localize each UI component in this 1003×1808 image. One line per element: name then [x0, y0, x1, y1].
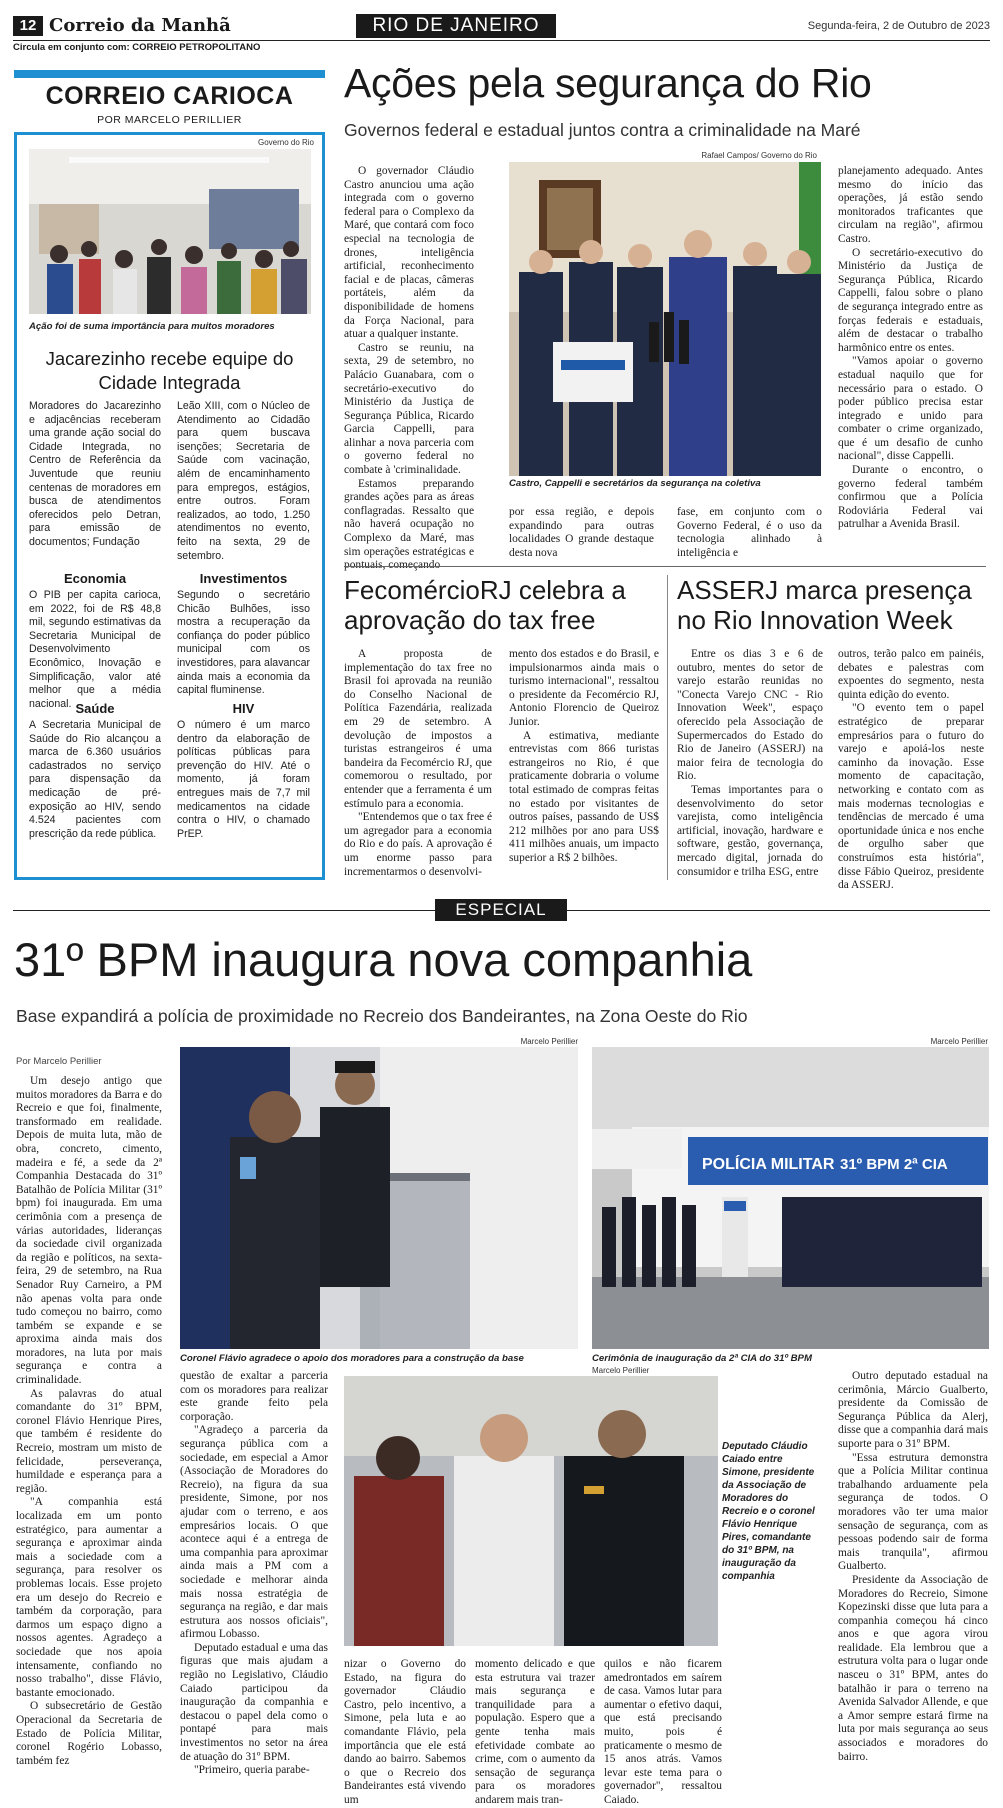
especial-col-3: nizar o Governo do Estado, na figura do governador Cláudio Castro, pelo incentivo, a Simone, pela luta e ao comandante Flávio, pela importância que ele está dando ao bairro. Sabemos o que o Recreio dos Bandeirantes está vivendo um	[344, 1658, 466, 1806]
especial-byline: Por Marcelo Perillier	[16, 1056, 102, 1067]
especial-col-4: momento delicado e que esta estrutura vai trazer mais segurança e tranquilidade para a população. Espero que a gente tenha mais efetividade combate ao crime, com o aumento da sensação de segurança para os moradores andarem mais tran-	[475, 1658, 595, 1806]
especial-col-1-p4: O subsecretário de Gestão Operacional da Secretaria de Estado de Polícia Militar, coronel Rogério Lobasso, também fez	[16, 1700, 162, 1767]
especial-col-2-p4: "Primeiro, queria parabe-	[194, 1764, 310, 1777]
photo3-caption-box	[722, 1440, 824, 1583]
issue-date: Segunda-feira, 2 de Outubro de 2023	[807, 20, 990, 32]
lead-col-2: por essa região, e depois expandindo para outras localidades O grande destaque desta nova	[509, 506, 654, 559]
column-title: CORREIO CARIOCA	[45, 82, 294, 110]
fecomercio-col-1	[344, 648, 492, 879]
especial-col-2-p2: "Agradeço a parceria da segurança pública com a sociedade, em especial a Amor (Associação de Moradores do Recreio), na figura da sua presidente, Simone, por nos ajudar com o terreno, e aos empresários locais. O que acontece aqui é a entrega de uma companhia para aproximar ainda mais a PM com a sociedade e melhorar ainda mais nossa estratégia de segurança na região, e dar mais estrutura aos nossos oficiais", afirmou Lobasso.	[180, 1424, 328, 1641]
fecomercio-headline: FecomércioRJ celebra a aprovação do tax free	[344, 575, 626, 635]
lead-col-4-p3: "Vamos apoiar o governo estadual naquilo que for necessário para o estado. O poder público precisa estar integrado e unido para combater o crime organizado, que é um desafio de cunho nacional", disse Cappelli.	[838, 355, 983, 463]
especial-col-5: quilos e não ficarem amedrontados em saírem de casa. Vamos lutar para aumentar o efetivo daqui, que está precisando muito, pois é praticamente o mesmo de 15 anos atrás. Vamos levar este tema para o governador", ressaltou Caiado.	[604, 1658, 722, 1806]
note-hiv-text: O número é um marco dentro da elaboração de políticas públicas para prevenção do HIV. Até o momento, já foram entregues mais de 7,7 mil medicamentos na cidade contra o HIV, o chamado PrEP.	[177, 719, 310, 840]
column-top-bar	[14, 70, 325, 78]
asserj-col-2-p2: "O evento tem o papel estratégico de preparar empresários para o futuro do varejo e apoiá-los neste caminho da inovação. Esse momento de capacitação, networking e contato com as mais modernas tecnologias e tendências de mercado é uma oportunidade única e nos enche de orgulho saber que construímos esta história", disse Fábio Queiroz, presidente da ASSERJ.	[838, 702, 984, 892]
lead-col-1-p1: O governador Cláudio Castro anunciou uma ação integrada com o governo federal para o Complexo da Maré, que contará com foco especial na tecnologia de drones, inteligência artificial, reconhecimento facial e de placas, câmeras portáteis, além da disponibilidade de homens da Força Nacional, para atuar a qualquer instante.	[344, 165, 474, 341]
especial-col-6-p1: Outro deputado estadual na cerimônia, Márcio Gualberto, presidente da Comissão de Segurança Pública da Alerj, disse que a companhia dará mais suporte para o 31º BPM.	[838, 1370, 988, 1450]
crowd-photo-illustration	[29, 149, 311, 314]
especial-col-2-p1: questão de exaltar a parceria com os moradores para realizar este grande feito pela corporação.	[180, 1370, 328, 1423]
column-photo-credit: Governo do Rio	[257, 138, 314, 147]
press-conference-illustration	[509, 162, 821, 476]
note-economia-text: O PIB per capita carioca, em 2022, foi de R$ 48,8 mil, segundo estimativas da Secretaria Municipal de Desenvolvimento Econômico, Inovação e Simplificação, valor até melhor que a média nacional.	[29, 589, 161, 710]
especial-col-6-p2: "Essa estrutura demonstra que a Polícia Militar continua trabalhando arduamente pela segurança de todos. O moradores vão ter uma maior sensação de segurança, com as pessoas podendo sair de forma mais tranquila", afirmou Gualberto.	[838, 1451, 988, 1573]
column-photo	[29, 149, 311, 314]
especial-photo2	[592, 1047, 989, 1349]
column-frame	[14, 132, 325, 880]
especial-col-1-p1: Um desejo antigo que muitos moradores da Barra e do Recreio e que foi, finalmente, transformado em realidade. Depois de muita luta, mão de obra, concreto, cimento, madeira e fé, a sede da 2ª Companhia Destacada do 31º Batalhão de Polícia Militar (31º bpm) foi inaugurada. Em uma cerimônia com a presença de várias autoridades, lideranças da sociedade civil organizada da região e políticos, na sexta-feira, 29 de setembro, na Rua Senador Ruy Carneiro, a PM não apenas volta para onde tudo começou no bairro, como também se expande e se aproxima ainda mais dos moradores, na luta por mais segurança e contra a criminalidade.	[16, 1075, 162, 1387]
especial-col-2	[180, 1370, 328, 1778]
especial-photo3	[344, 1376, 718, 1646]
lead-col-3: fase, em conjunto com o Governo Federal, é o uso da tecnologia alinhado à inteligência e	[677, 506, 822, 559]
paper-name: Correio da Manhã	[49, 15, 231, 36]
especial-col-1	[16, 1075, 162, 1768]
fecomercio-col-2-p1: mento dos estados e do Brasil, e impulsionarmos ainda mais o turismo internacional", ressaltou o presidente da Fecomércio RJ, Antonio Florencio de Queiroz Junior.	[509, 648, 659, 728]
especial-tag: ESPECIAL	[435, 899, 567, 921]
asserj-col-2	[838, 648, 984, 893]
lead-headline: Ações pela segurança do Rio	[344, 60, 872, 106]
asserj-col-2-p1: outros, terão palco em painéis, debates e palestras com expoentes do segmento, nesta quinta edição do evento.	[838, 648, 984, 701]
page-number: 12	[13, 16, 43, 36]
especial-col-1-p3: "A companhia está localizada em um ponto estratégico, para aumentar a segurança e aproximar ainda mais a sociedade com a segurança, para resolver os problemas locais. Esse projeto era um desejo do Recreio e também da corporação, para darmos um espaço digno a nossos agentes. Agradeço a sociedade que nos apoia intensamente, confiando no nosso trabalho", disse Flávio, bastante emocionado.	[16, 1496, 162, 1699]
especial-col-6-p3: Presidente da Associação de Moradores do Recreio, Simone Kopezinski disse que luta para a companhia começou há cinco anos e que agora virou realidade. Ela lembrou que a estrutura volta para o lugar onde nasceu o 31º BPM, antes do batalhão ir para o terreno na Avenida Salvador Allende, e que a Amor sempre estará firme na luta por mais segurança ao seus associados e moradores do bairro.	[838, 1573, 988, 1763]
note-saude-text: A Secretaria Municipal de Saúde do Rio alcançou a marca de 6.360 usuários cadastrados no serviço para dispensação da medicação de pré-exposição ao HIV, sendo 4.524 pacientes com prescrição da rede pública.	[29, 719, 161, 840]
fecomercio-asserj-divider	[667, 575, 668, 880]
lead-photo-caption: Castro, Cappelli e secretários da segurança na coletiva	[509, 478, 761, 489]
ceremony-photo-illustration	[592, 1047, 989, 1349]
lead-photo-credit: Rafael Campos/ Governo do Rio	[701, 151, 817, 160]
especial-photo2-caption: Cerimônia de inauguração da 2ª CIA do 31º BPM	[592, 1353, 812, 1364]
photo2-sign-text: POLÍCIA MILITAR	[702, 1156, 835, 1173]
especial-photo1-credit: Marcelo Perillier	[520, 1037, 578, 1046]
lead-photo	[509, 162, 821, 476]
lead-col-1-p2: Castro se reuniu, na sexta, 29 de setembro, no Palácio Guanabara, com o secretário-executivo do Ministério da Justiça de Segurança Pública, Ricardo Garcia Cappelli, para alinhar a nova parceria com o governo federal no combate à 'criminalidade.	[344, 341, 474, 477]
lead-col-4-p1: planejamento adequado. Antes mesmo do início das operações, já estão sendo monitorados traficantes que circulam na região", afirmou Castro.	[838, 165, 983, 245]
photo2-sign2-text: 31º BPM 2ª CIA	[840, 1156, 948, 1173]
asserj-col-1-p2: Temas importantes para o desenvolvimento do setor varejista, como inteligência artificial, inovação, hardware e software, gestão, governança, mercado digital, jornada do consumidor e trilha ESG, entre	[677, 783, 823, 878]
group-photo-illustration	[344, 1376, 718, 1646]
especial-photo3-credit: Marcelo Perillier	[592, 1366, 650, 1375]
especial-col-2-p3: Deputado estadual e uma das figuras que mais ajudam a região no Legislativo, Cláudio Caiado participou da inauguração da companhia e destacou o papel dela como o pontapé para mais investimentos no setor na área de atuação do 31º BPM.	[180, 1641, 328, 1763]
especial-photo1-caption: Coronel Flávio agradece o apoio dos moradores para a construção da base	[180, 1353, 524, 1364]
especial-photo1	[180, 1047, 578, 1349]
fecomercio-col-2-p2: A estimativa, mediante entrevistas com 866 turistas estrangeiros no Rio, é que praticamente dobraria o volume total estimado de compras feitas no estado por visitantes de outros países, passando de US$ 212 milhões por ano para US$ 411 milhões anuais, um impacto superior a R$ 2 bilhões.	[509, 729, 659, 864]
lead-col-4	[838, 165, 983, 532]
column-byline: POR MARCELO PERILLIER	[97, 114, 242, 126]
lead-col-1	[344, 165, 474, 573]
lead-col-4-p4: Durante o encontro, o governo federal também confirmou que a Polícia Rodoviária Federal vai patrulhar a Avenida Brasil.	[838, 464, 983, 531]
note-hiv-title: HIV	[232, 701, 255, 716]
fecomercio-col-1-p1: A proposta de implementação do tax free no Brasil foi aprovada na reunião do Conselho Nacional de Política Fazendária, realizada em 29 de setembro. A devolução de impostos a turistas estrangeiros é uma bandeira da Fecomércio RJ, que comemorou o resultado, por entender que a ferramenta é um estímulo para a economia.	[344, 648, 492, 810]
asserj-headline: ASSERJ marca presença no Rio Innovation Week	[677, 575, 972, 635]
especial-col-6	[838, 1370, 988, 1764]
note-investimentos-text: Segundo o secretário Chicão Bulhões, isso mostra a recuperação da confiança do poder público municipal com os investidores, para alavancar ainda mais a economia da capital fluminense.	[177, 589, 310, 697]
lead-bottom-rule	[344, 566, 986, 567]
masthead-rule	[13, 40, 990, 41]
column-box	[14, 70, 325, 880]
column-headline: Jacarezinho recebe equipe do Cidade Integrada	[45, 348, 294, 393]
especial-col-1-p2: As palavras do atual comandante do 31º BPM, coronel Flávio Henrique Pires, que também é residente do Recreio, mostram um misto de felicidade, perseverança, humildade e esperança para a região.	[16, 1387, 162, 1495]
lead-subhead: Governos federal e estadual juntos contra a criminalidade na Maré	[344, 120, 861, 140]
note-investimentos-title: Investimentos	[199, 571, 288, 586]
section-label: RIO DE JANEIRO	[356, 14, 556, 38]
especial-photo2-credit: Marcelo Perillier	[930, 1037, 988, 1046]
fecomercio-col-1-p2: "Entendemos que o tax free é um agregador para a economia do Rio e do país. A aprovação é um enorme passo para incrementarmos o desenvolvi-	[344, 811, 493, 878]
note-economia-title: Economia	[63, 571, 127, 586]
especial-subhead: Base expandirá a polícia de proximidade no Recreio dos Bandeirantes, na Zona Oeste do Rio	[16, 1006, 748, 1026]
lead-col-1-p3: Estamos preparando grandes ações para as áreas conflagradas. Ressalto que não haverá ocupação no Complexo da Maré, mas sim operações estratégicas e	[344, 477, 474, 558]
masthead	[13, 14, 990, 54]
speech-photo-illustration	[180, 1047, 578, 1349]
asserj-col-1	[677, 648, 823, 879]
column-photo-caption: Ação foi de suma importância para muitos moradores	[29, 321, 275, 332]
column-body-right: Leão XIII, com o Núcleo de Atendimento ao Cidadão para quem buscava isenções; Secretaria de Saúde com vacinação, além de encaminhamento para empregos, estágios, entre outros. Foram realizados, ao todo, 1.250 atendimentos no evento, feito na sexta, 29 de setembro.	[177, 400, 310, 562]
note-saude-title: Saúde	[75, 701, 115, 716]
lead-col-4-p2: O secretário-executivo do Ministério da Justiça de Segurança Pública, Ricardo Cappelli, falou sobre o plano de segurança integrado entre as forças federais e estaduais, além de destacar o trabalho harmônico entre os entes.	[838, 246, 983, 354]
fecomercio-col-2	[509, 648, 659, 866]
circulation-note: Circula em conjunto com: CORREIO PETROPOLITANO	[13, 42, 261, 53]
column-body-left: Moradores do Jacarezinho e adjacências receberam uma grande ação social do Cidade Integrada, no Centro de Referência da Juventude que reuniu centenas de moradores em busca de atendimentos oferecidos pelo Detran, para emissão de documentos; Fundação	[29, 400, 161, 548]
especial-photo3-caption: Deputado Cláudio Caiado entre Simone, presidente da Associação de Moradores do Recreio e o coronel Flávio Henrique Pires, comandante do 31º BPM, na inauguração da companhia	[722, 1441, 815, 1582]
asserj-col-1-p1: Entre os dias 3 e 6 de outubro, mentes do setor de varejo estarão reunidas no "Conecta Varejo CNC - Rio Innovation Week", espaço oferecido pela Associação de Supermercados do Estado do Rio de Janeiro (ASSERJ) na maior feira de tecnologia do Rio.	[677, 648, 823, 783]
especial-headline: 31º BPM inaugura nova companhia	[14, 933, 753, 986]
